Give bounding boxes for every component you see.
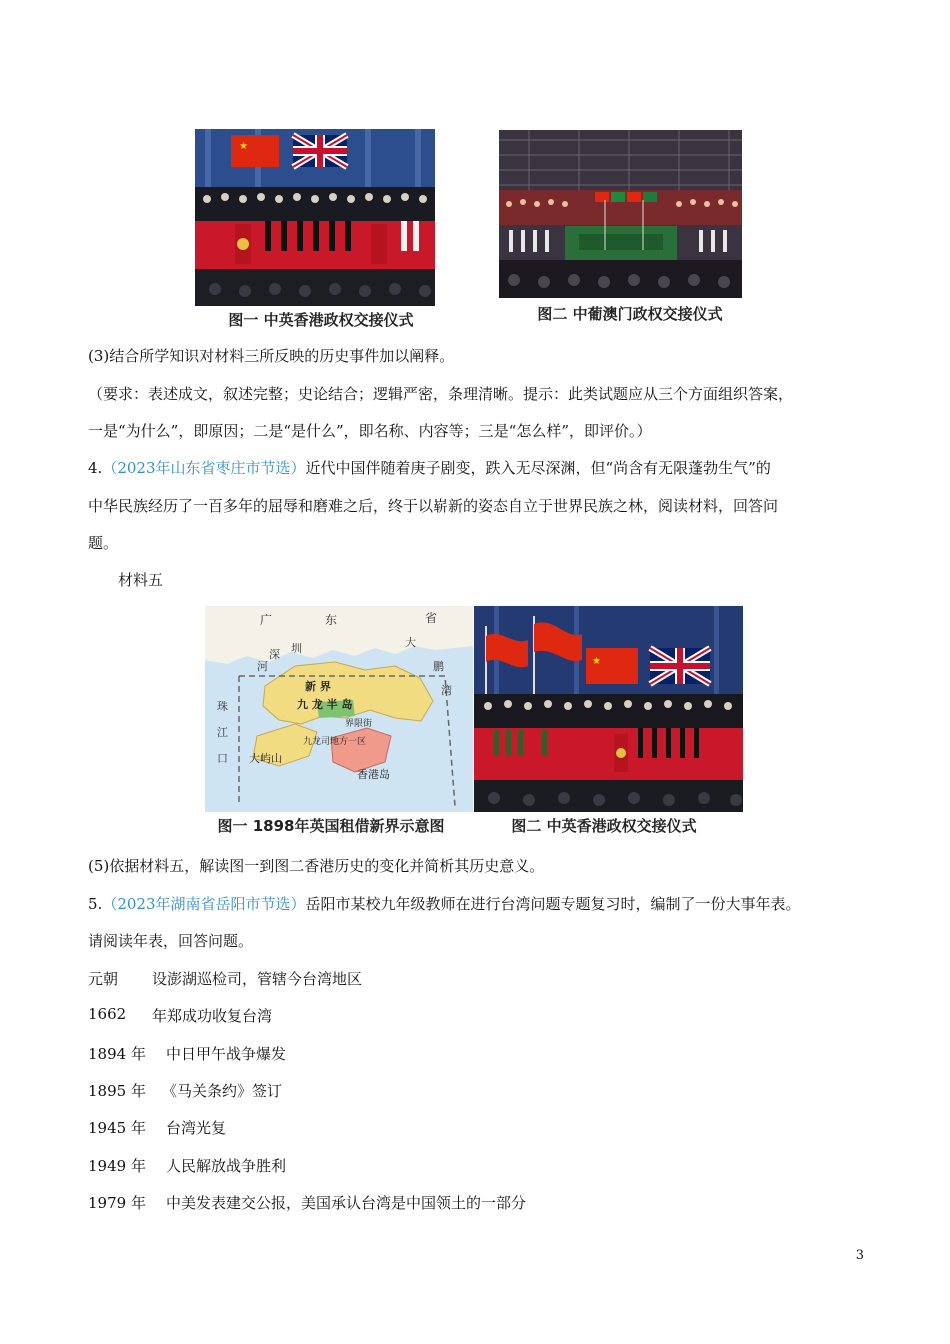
timeline-event: 设澎湖巡检司，管辖今台湾地区 <box>152 970 363 988</box>
q5-number: 5. <box>88 895 103 913</box>
q5-sub-text: (5)依据材料五，解读图一到图二香港历史的变化并简析其历史意义。 <box>88 857 545 875</box>
timeline-event: 年郑成功收复台湾 <box>152 1007 273 1025</box>
q3-requirement-line1: （要求：表述成文，叙述完整；史论结合；逻辑严密，条理清晰。提示：此类试题应从三个方面组织答案， <box>88 385 794 403</box>
map-label-wan: 湾 <box>441 684 452 697</box>
q5-source: （2023年湖南省岳阳市节选） <box>102 895 306 913</box>
q5-line2: 请阅读年表，回答问题。 <box>88 932 254 950</box>
page-number: 3 <box>855 1248 864 1263</box>
q4-line1 <box>88 458 771 478</box>
timeline-event: 台湾光复 <box>166 1119 227 1137</box>
fig1-caption-top: 图一 中英香港政权交接仪式 <box>228 311 414 329</box>
timeline-event: 人民解放战争胜利 <box>166 1157 287 1175</box>
map-label-guang: 广 <box>260 613 273 627</box>
hk-handover-photo-bottom <box>474 606 743 812</box>
q5-line1 <box>88 894 801 914</box>
map-label-jiang: 江 <box>217 726 228 739</box>
timeline-event: 中美发表建交公报，美国承认台湾是中国领土的一部分 <box>166 1194 527 1212</box>
map-label-xinjie: 新 界 <box>305 680 331 693</box>
timeline-year: 元朝 <box>88 970 119 988</box>
map-label-jiulong: 九 龙 半 岛 <box>297 698 353 711</box>
map-label-zhen: 圳 <box>291 642 302 655</box>
map-label-da: 大 <box>405 636 416 649</box>
timeline-year: 1894 年 <box>88 1045 146 1063</box>
map-caption: 图一 1898年英国租借新界示意图 <box>217 817 445 835</box>
map-label-peng: 鹏 <box>433 660 444 673</box>
timeline-event: 中日甲午战争爆发 <box>166 1045 287 1063</box>
map-label-sheng: 省 <box>425 611 438 625</box>
macau-handover-photo <box>499 130 742 298</box>
q4-number: 4. <box>88 459 103 477</box>
timeline-year: 1662 <box>88 1005 127 1023</box>
q3-text: (3)结合所学知识对材料三所反映的历史事件加以阐释。 <box>88 347 455 365</box>
map-label-jiexianjie: 界限街 <box>345 719 373 729</box>
map-label-zhu: 珠 <box>217 700 228 713</box>
timeline-year: 1945 年 <box>88 1119 146 1137</box>
map-label-xianggangdao: 香港岛 <box>357 768 390 781</box>
timeline-year: 1949 年 <box>88 1157 146 1175</box>
map-label-shen: 深 <box>269 648 280 661</box>
timeline-event: 《马关条约》签订 <box>162 1082 283 1100</box>
new-territories-map <box>205 606 473 812</box>
material-five-label: 材料五 <box>118 571 164 589</box>
q4-line2: 中华民族经历了一百多年的屈辱和磨难之后，终于以崭新的姿态自立于世界民族之林，阅读材料，回答问 <box>88 497 779 515</box>
map-label-dayushan: 大屿山 <box>249 752 282 765</box>
q5-line1-text: 岳阳市某校九年级教师在进行台湾问题专题复习时，编制了一份大事年表。 <box>305 895 801 913</box>
timeline-year: 1895 年 <box>88 1082 146 1100</box>
hk-handover-photo-top <box>195 129 435 306</box>
svg-text:★: ★ <box>239 141 248 152</box>
map-label-jiulongsi: 九龙司地方一区 <box>303 737 367 747</box>
q4-source: （2023年山东省枣庄市节选） <box>102 459 306 477</box>
timeline-year: 1979 年 <box>88 1194 146 1212</box>
map-label-kou: 口 <box>217 752 228 765</box>
map-label-he: 河 <box>257 660 268 673</box>
map-label-dong: 东 <box>325 613 338 627</box>
fig2-caption-top: 图二 中葡澳门政权交接仪式 <box>537 305 723 323</box>
q3-requirement-line2: 一是“为什么”，即原因；二是“是什么”，即名称、内容等；三是“怎么样”，即评价。） <box>88 422 652 440</box>
svg-text:★: ★ <box>592 656 601 667</box>
q4-line3: 题。 <box>88 534 119 552</box>
q4-line1-text: 近代中国伴随着庚子剧变，跌入无尽深渊，但“尚含有无限蓬勃生气”的 <box>305 459 771 477</box>
hk-handover-caption-bottom: 图二 中英香港政权交接仪式 <box>511 817 697 835</box>
